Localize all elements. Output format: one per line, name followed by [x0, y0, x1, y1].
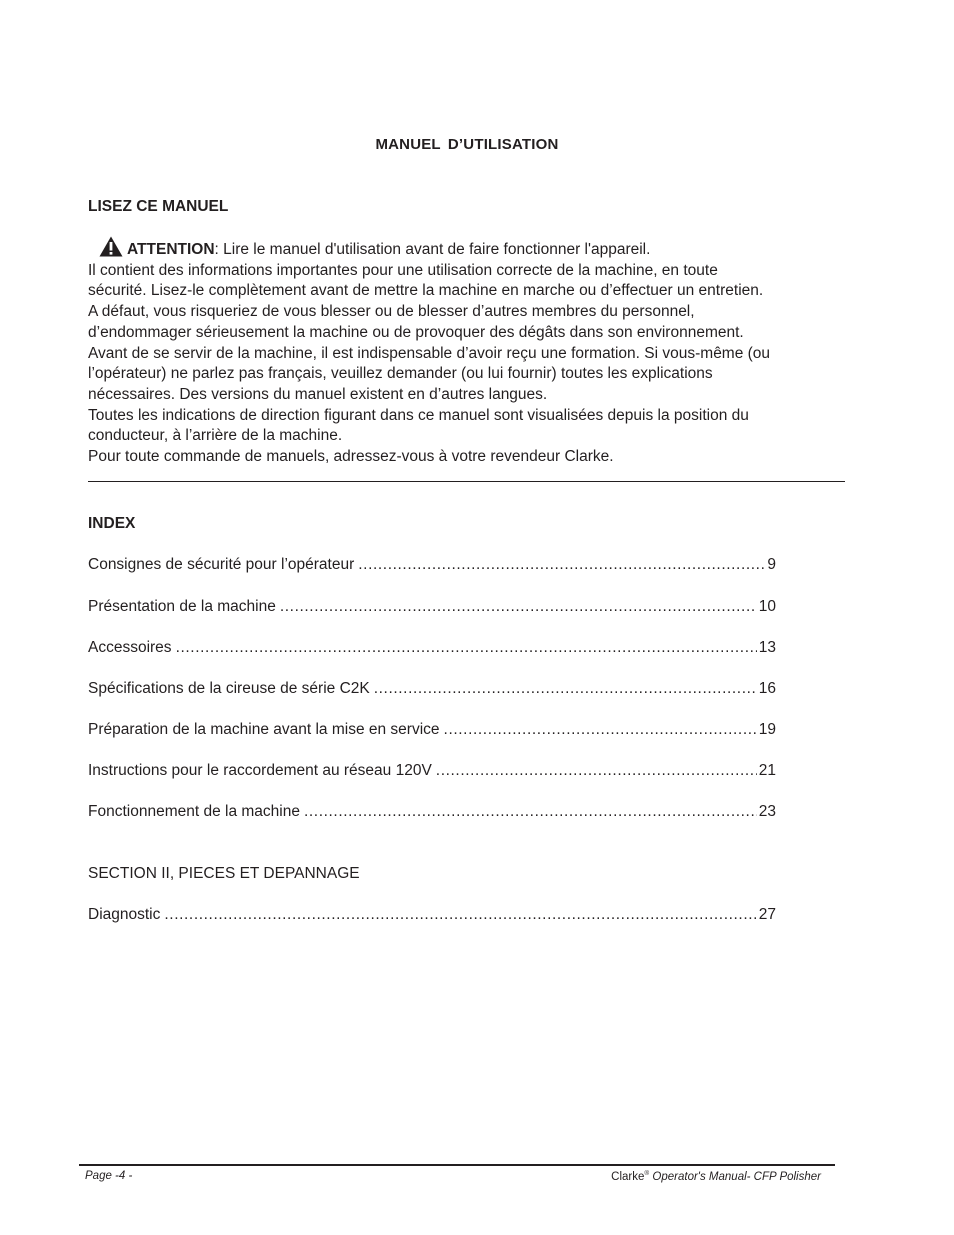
section-divider — [88, 481, 845, 482]
toc-entry-label: Présentation de la machine — [88, 598, 276, 615]
toc-entry-power-connection[interactable] — [88, 761, 776, 781]
toc-entry-label: Préparation de la machine avant la mise en service — [88, 721, 440, 738]
footer-manual-title: Operator's Manual- CFP Polisher — [652, 1171, 821, 1183]
toc-entry-label: Fonctionnement de la machine — [88, 803, 300, 820]
toc-leader-dots — [374, 679, 757, 699]
footer-rule — [79, 1164, 835, 1166]
registered-mark: ® — [644, 1170, 650, 1177]
attention-line — [88, 236, 848, 261]
toc-entry-page: 21 — [758, 762, 776, 779]
intro-text-line: d’endommager sérieusement la machine ou de provoquer des dégâts dans son environnement. — [88, 323, 744, 341]
intro-text-line: conducteur, à l’arrière de la machine. — [88, 427, 343, 445]
footer-brand: Clarke — [611, 1171, 645, 1183]
toc-entry-machine-overview[interactable] — [88, 597, 776, 617]
attention-label: ATTENTION — [127, 241, 215, 258]
intro-text-line: Il contient des informations importantes pour une utilisation correcte de la machine, en toute — [88, 261, 718, 279]
toc-entry-page: 9 — [767, 556, 776, 573]
intro-text-line: Avant de se servir de la machine, il est indispensable d’avoir reçu une formation. Si vous-même (ou — [88, 344, 771, 362]
index-heading: INDEX — [88, 515, 136, 532]
toc-entry-label: Accessoires — [88, 639, 172, 656]
page-title: MANUEL D’UTILISATION — [375, 136, 559, 153]
toc-entry-operation[interactable] — [88, 802, 776, 822]
toc-entry-page: 19 — [758, 721, 776, 738]
toc-entry-label: Spécifications de la cireuse de série C2K — [88, 680, 370, 697]
toc-leader-dots — [176, 638, 757, 658]
read-manual-text — [88, 236, 848, 468]
footer-manual-info — [611, 1170, 821, 1183]
intro-text-line: nécessaires. Des versions du manuel existent en d’autres langues. — [88, 385, 548, 403]
toc-entry-page: 23 — [758, 803, 776, 820]
toc-leader-dots — [436, 761, 757, 781]
toc-entry-page: 16 — [758, 680, 776, 697]
toc-entry-page: 13 — [758, 639, 776, 656]
toc-entry-page: 27 — [758, 906, 776, 923]
read-manual-heading: LISEZ CE MANUEL — [88, 198, 229, 215]
section-two-heading: SECTION II, PIECES ET DEPANNAGE — [88, 865, 360, 882]
intro-text-line: sécurité. Lisez-le complètement avant de mettre la machine en marche ou d’effectuer un entretien. — [88, 282, 764, 300]
intro-text-line: l’opérateur) ne parlez pas français, veuillez demander (ou lui fournir) toutes les explications — [88, 365, 713, 383]
toc-entry-accessories[interactable] — [88, 638, 776, 658]
toc-leader-dots — [164, 905, 756, 925]
toc-entry-preparation[interactable] — [88, 720, 776, 740]
footer-page-number: Page -4 - — [85, 1170, 133, 1182]
toc-entry-safety[interactable] — [88, 555, 776, 575]
toc-entry-specifications[interactable] — [88, 679, 776, 699]
toc-entry-label: Diagnostic — [88, 906, 161, 923]
toc-leader-dots — [304, 802, 757, 822]
toc-entry-label: Consignes de sécurité pour l’opérateur — [88, 556, 355, 573]
warning-triangle-icon — [99, 236, 123, 257]
intro-text-line: Pour toute commande de manuels, adressez-vous à votre revendeur Clarke. — [88, 448, 614, 466]
intro-text-line: Toutes les indications de direction figurant dans ce manuel sont visualisées depuis la position du — [88, 406, 749, 424]
attention-text: : Lire le manuel d'utilisation avant de faire fonctionner l'appareil. — [214, 241, 651, 258]
toc-entry-page: 10 — [758, 598, 776, 615]
toc-leader-dots — [444, 720, 757, 740]
intro-text-line: A défaut, vous risqueriez de vous blesser ou de blesser d’autres membres du personnel, — [88, 303, 695, 321]
toc-entry-diagnostic[interactable] — [88, 905, 776, 925]
toc-leader-dots — [358, 555, 765, 575]
toc-leader-dots — [280, 597, 757, 617]
toc-entry-label: Instructions pour le raccordement au réseau 120V — [88, 762, 432, 779]
